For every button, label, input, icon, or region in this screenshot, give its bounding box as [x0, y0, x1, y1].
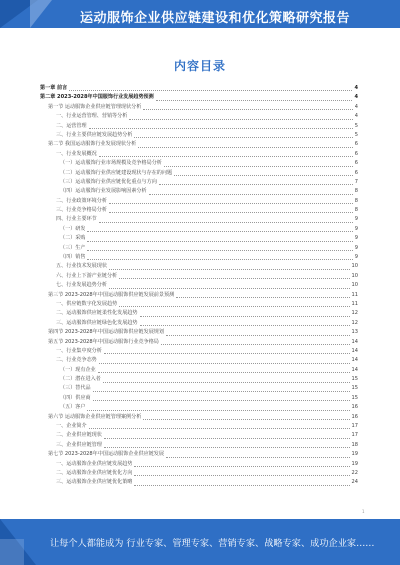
- toc-entry[interactable]: [40, 413, 358, 422]
- toc-entry-page: 15: [351, 376, 358, 383]
- toc-entry-text: （三）运动服饰行业供应链优化重点与方向: [60, 178, 157, 185]
- toc-entry-text: 第五节 2023-2028年中国运动服饰行业竞争格局: [48, 338, 159, 345]
- toc-entry-page: 16: [351, 404, 358, 411]
- toc-entry[interactable]: [40, 84, 358, 93]
- toc-leader-dots: [103, 376, 350, 383]
- toc-entry-text: （一）现有企业: [60, 366, 96, 373]
- toc-entry-text: （四）运动服饰行业发展影响因素分析: [60, 188, 147, 195]
- toc-entry[interactable]: [40, 112, 358, 121]
- toc-entry-page: 6: [354, 169, 358, 176]
- toc-entry-text: （一）运动服饰行业市场规模及竞争格局分析: [60, 160, 162, 167]
- toc-entry-text: （二）采购: [60, 235, 86, 242]
- toc-entry[interactable]: [40, 319, 358, 328]
- toc-entry-text: 五、行业技术发展现状: [56, 263, 107, 270]
- toc-leader-dots: [143, 103, 352, 110]
- toc-entry[interactable]: [40, 356, 358, 365]
- toc-entry[interactable]: [40, 403, 358, 412]
- toc-entry-page: 10: [351, 282, 358, 289]
- toc-leader-dots: [156, 94, 353, 101]
- toc-entry-text: （二）运动服饰行业供应链建设现状与存在的问题: [60, 169, 173, 176]
- toc-entry-page: 10: [351, 263, 358, 270]
- toc-leader-dots: [174, 169, 353, 176]
- toc-entry[interactable]: [40, 309, 358, 318]
- toc-entry[interactable]: [40, 262, 358, 271]
- toc-leader-dots: [87, 235, 352, 242]
- toc-entry-text: 二、行业政策环境分析: [56, 197, 107, 204]
- toc-entry-text: 七、行业发展趋势分析: [56, 282, 107, 289]
- toc-entry[interactable]: [40, 469, 358, 478]
- toc-entry-text: 四、行业主要环节: [56, 216, 97, 223]
- toc-heading: 内容目录: [173, 59, 226, 73]
- toc-entry-text: 二、行业竞争态势: [56, 357, 97, 364]
- toc-entry-page: 22: [351, 470, 358, 476]
- toc-leader-dots: [140, 319, 350, 326]
- toc-entry[interactable]: [40, 197, 358, 206]
- toc-entry-page: 17: [351, 432, 358, 439]
- toc-entry[interactable]: [40, 122, 358, 131]
- toc-entry-page: 15: [351, 394, 358, 401]
- toc-leader-dots: [166, 329, 350, 336]
- toc-leader-dots: [143, 413, 349, 420]
- toc-entry-text: 二、运动服饰供应链柔性化发展趋势: [56, 310, 138, 317]
- toc-entry-page: 12: [351, 319, 358, 326]
- toc-entry-page: 15: [351, 385, 358, 392]
- toc-entry-text: 一、行业集中度分析: [56, 347, 102, 354]
- page-footer: [0, 519, 400, 565]
- toc-leader-dots: [109, 263, 350, 270]
- toc-entry-text: 二、运营管理: [56, 122, 87, 129]
- toc-leader-dots: [134, 460, 349, 467]
- toc-leader-dots: [104, 441, 350, 448]
- toc-entry[interactable]: [40, 159, 358, 168]
- toc-leader-dots: [69, 84, 352, 91]
- toc-entry[interactable]: [40, 131, 358, 140]
- toc-entry-page: 8: [354, 207, 358, 214]
- toc-entry-page: 13: [351, 329, 358, 336]
- toc-entry-page: 18: [351, 441, 358, 448]
- header-accent-stripe: [30, 0, 52, 28]
- toc-entry-page: 19: [351, 460, 358, 467]
- toc-entry[interactable]: [40, 272, 358, 281]
- toc-entry[interactable]: [40, 169, 358, 178]
- toc-entry-text: 第二章 2023-2028年中国服饰行业发展趋势预测: [40, 94, 154, 101]
- toc-entry[interactable]: [40, 178, 358, 187]
- page-header: [0, 0, 400, 28]
- toc-entry-text: 第七节 2023-2028年中国运动服饰企业供应链发展: [48, 451, 164, 458]
- toc-leader-dots: [109, 282, 350, 289]
- toc-entry-text: （三）生产: [60, 244, 86, 251]
- toc-entry-text: 三、运动服饰供应链绿色化发展趋势: [56, 319, 138, 326]
- toc-leader-dots: [87, 253, 352, 260]
- toc-entry-text: 六、行业上下游产业链分析: [56, 272, 118, 279]
- toc-entry[interactable]: [40, 394, 358, 403]
- toc-entry-page: 4: [354, 113, 358, 120]
- toc-entry-page: 6: [354, 160, 358, 167]
- toc-entry-page: 9: [354, 235, 358, 242]
- toc-entry-text: 第四节 2023-2028年中国运动服饰供应链发展规划: [48, 329, 164, 336]
- toc-entry-page: 16: [351, 413, 358, 420]
- toc-entry-text: （一）研发: [60, 225, 86, 232]
- toc-entry-page: 11: [351, 300, 358, 307]
- toc-entry-text: （三）替代品: [60, 385, 91, 392]
- toc-entry-text: 第二节 我国运动服饰行业发展现状分析: [48, 141, 137, 148]
- toc-entry-page: 4: [354, 94, 358, 101]
- footer-slogan: 让每个人都能成为 行业专家、管理专家、营销专家、战略专家、成功企业家……: [50, 538, 375, 549]
- toc-entry-text: （五）客户: [60, 404, 86, 411]
- toc-leader-dots: [87, 244, 352, 251]
- toc-entry-page: 6: [354, 150, 358, 157]
- toc-leader-dots: [159, 178, 353, 185]
- table-of-contents: [40, 84, 358, 488]
- toc-entry-text: 一、行业发展概况: [56, 150, 97, 157]
- toc-leader-dots: [104, 432, 350, 439]
- toc-entry-text: （四）供应商: [60, 394, 91, 401]
- report-title: 运动服饰企业供应链建设和优化策略研究报告: [80, 11, 351, 26]
- toc-entry-text: 一、企业简介: [56, 423, 87, 430]
- toc-entry-text: 一、运动服饰企业供应链发展趋势: [56, 460, 133, 467]
- toc-entry-text: 一、供应链数字化发展趋势: [56, 300, 118, 307]
- toc-leader-dots: [164, 160, 353, 167]
- toc-entry[interactable]: [40, 225, 358, 234]
- toc-leader-dots: [129, 113, 352, 120]
- toc-entry-page: 14: [351, 338, 358, 345]
- toc-leader-dots: [98, 366, 350, 373]
- toc-entry[interactable]: [40, 215, 358, 224]
- toc-entry[interactable]: [40, 244, 358, 253]
- toc-entry-page: 14: [351, 347, 358, 354]
- toc-leader-dots: [176, 291, 349, 298]
- toc-entry[interactable]: [40, 460, 358, 469]
- toc-leader-dots: [99, 216, 353, 223]
- toc-entry-page: 12: [351, 310, 358, 317]
- toc-leader-dots: [166, 451, 350, 458]
- toc-entry-text: 第一章 前言: [40, 84, 68, 91]
- toc-entry[interactable]: [40, 441, 358, 450]
- toc-entry-text: 三、企业供应链管理: [56, 441, 102, 448]
- toc-entry[interactable]: [40, 431, 358, 440]
- toc-entry-text: 三、行业竞争格局分析: [56, 207, 107, 214]
- toc-entry-text: 一、行业运营管理、营销等分析: [56, 113, 128, 120]
- toc-entry-page: 4: [354, 84, 358, 91]
- toc-entry-text: 三、运动服饰企业供应链优化策略: [56, 479, 133, 486]
- toc-entry-page: 9: [354, 244, 358, 251]
- toc-leader-dots: [99, 357, 350, 364]
- toc-entry-text: 第三节 2023-2028年中国运动服饰供应链发展前景预测: [48, 291, 175, 298]
- toc-leader-dots: [161, 338, 350, 345]
- toc-entry[interactable]: [40, 328, 358, 337]
- toc-entry-text: 第一节 运动服饰企业供应链管理现状分析: [48, 103, 142, 110]
- toc-entry-page: 7: [354, 178, 358, 185]
- toc-entry-text: （四）销售: [60, 254, 86, 261]
- page-number: 1: [362, 509, 365, 514]
- toc-entry[interactable]: [40, 422, 358, 431]
- toc-leader-dots: [119, 272, 349, 279]
- toc-entry[interactable]: [40, 103, 358, 112]
- toc-leader-dots: [87, 225, 352, 232]
- toc-leader-dots: [89, 422, 350, 429]
- toc-entry-page: 6: [354, 141, 358, 148]
- toc-entry-page: 8: [354, 197, 358, 204]
- toc-leader-dots: [93, 385, 350, 392]
- toc-leader-dots: [87, 404, 349, 411]
- toc-entry-page: 11: [351, 291, 358, 298]
- toc-entry[interactable]: [40, 385, 358, 394]
- toc-entry-page: 14: [351, 366, 358, 373]
- toc-entry[interactable]: [40, 375, 358, 384]
- toc-entry-text: （二）潜在进入者: [60, 376, 101, 383]
- toc-leader-dots: [93, 394, 350, 401]
- toc-leader-dots: [149, 188, 353, 195]
- toc-leader-dots: [134, 479, 349, 486]
- toc-leader-dots: [134, 131, 352, 138]
- toc-entry[interactable]: [40, 347, 358, 356]
- toc-entry[interactable]: [40, 93, 358, 102]
- toc-leader-dots: [109, 206, 353, 213]
- toc-entry[interactable]: [40, 450, 358, 459]
- toc-entry[interactable]: [40, 150, 358, 159]
- toc-entry-text: 第六节 运动服饰企业供应链管理案例分析: [48, 413, 142, 420]
- toc-leader-dots: [140, 310, 350, 317]
- toc-entry[interactable]: [40, 234, 358, 243]
- toc-entry-text: 二、运动服饰企业供应链优化方向: [56, 470, 133, 476]
- toc-entry-page: 4: [354, 103, 358, 110]
- toc-entry-page: 17: [351, 423, 358, 430]
- toc-entry-text: 三、行业主要供应链发展趋势分析: [56, 131, 133, 138]
- toc-leader-dots: [134, 469, 349, 476]
- toc-entry-page: 8: [354, 188, 358, 195]
- toc-entry[interactable]: [40, 253, 358, 262]
- toc-entry-text: 二、企业供应链现状: [56, 432, 102, 439]
- toc-leader-dots: [99, 150, 353, 157]
- toc-entry-page: 9: [354, 254, 358, 261]
- toc-entry[interactable]: [40, 281, 358, 290]
- toc-leader-dots: [138, 141, 353, 148]
- toc-entry-page: 5: [354, 122, 358, 129]
- toc-entry[interactable]: [40, 291, 358, 300]
- toc-entry[interactable]: [40, 187, 358, 196]
- toc-leader-dots: [104, 347, 350, 354]
- toc-entry[interactable]: [40, 206, 358, 215]
- toc-leader-dots: [89, 122, 353, 129]
- toc-leader-dots: [119, 300, 349, 307]
- toc-entry[interactable]: [40, 140, 358, 149]
- toc-entry[interactable]: [40, 366, 358, 375]
- toc-entry-page: 14: [351, 357, 358, 364]
- toc-entry-page: 9: [354, 225, 358, 232]
- toc-entry-page: 10: [351, 272, 358, 279]
- toc-entry-page: 19: [351, 451, 358, 458]
- toc-entry-page: 24: [351, 479, 358, 486]
- toc-entry-page: 5: [354, 131, 358, 138]
- toc-leader-dots: [109, 197, 353, 204]
- toc-entry[interactable]: [40, 300, 358, 309]
- toc-entry[interactable]: [40, 338, 358, 347]
- toc-entry[interactable]: [40, 478, 358, 487]
- footer-accent-block: [0, 539, 24, 565]
- toc-entry-page: 9: [354, 216, 358, 223]
